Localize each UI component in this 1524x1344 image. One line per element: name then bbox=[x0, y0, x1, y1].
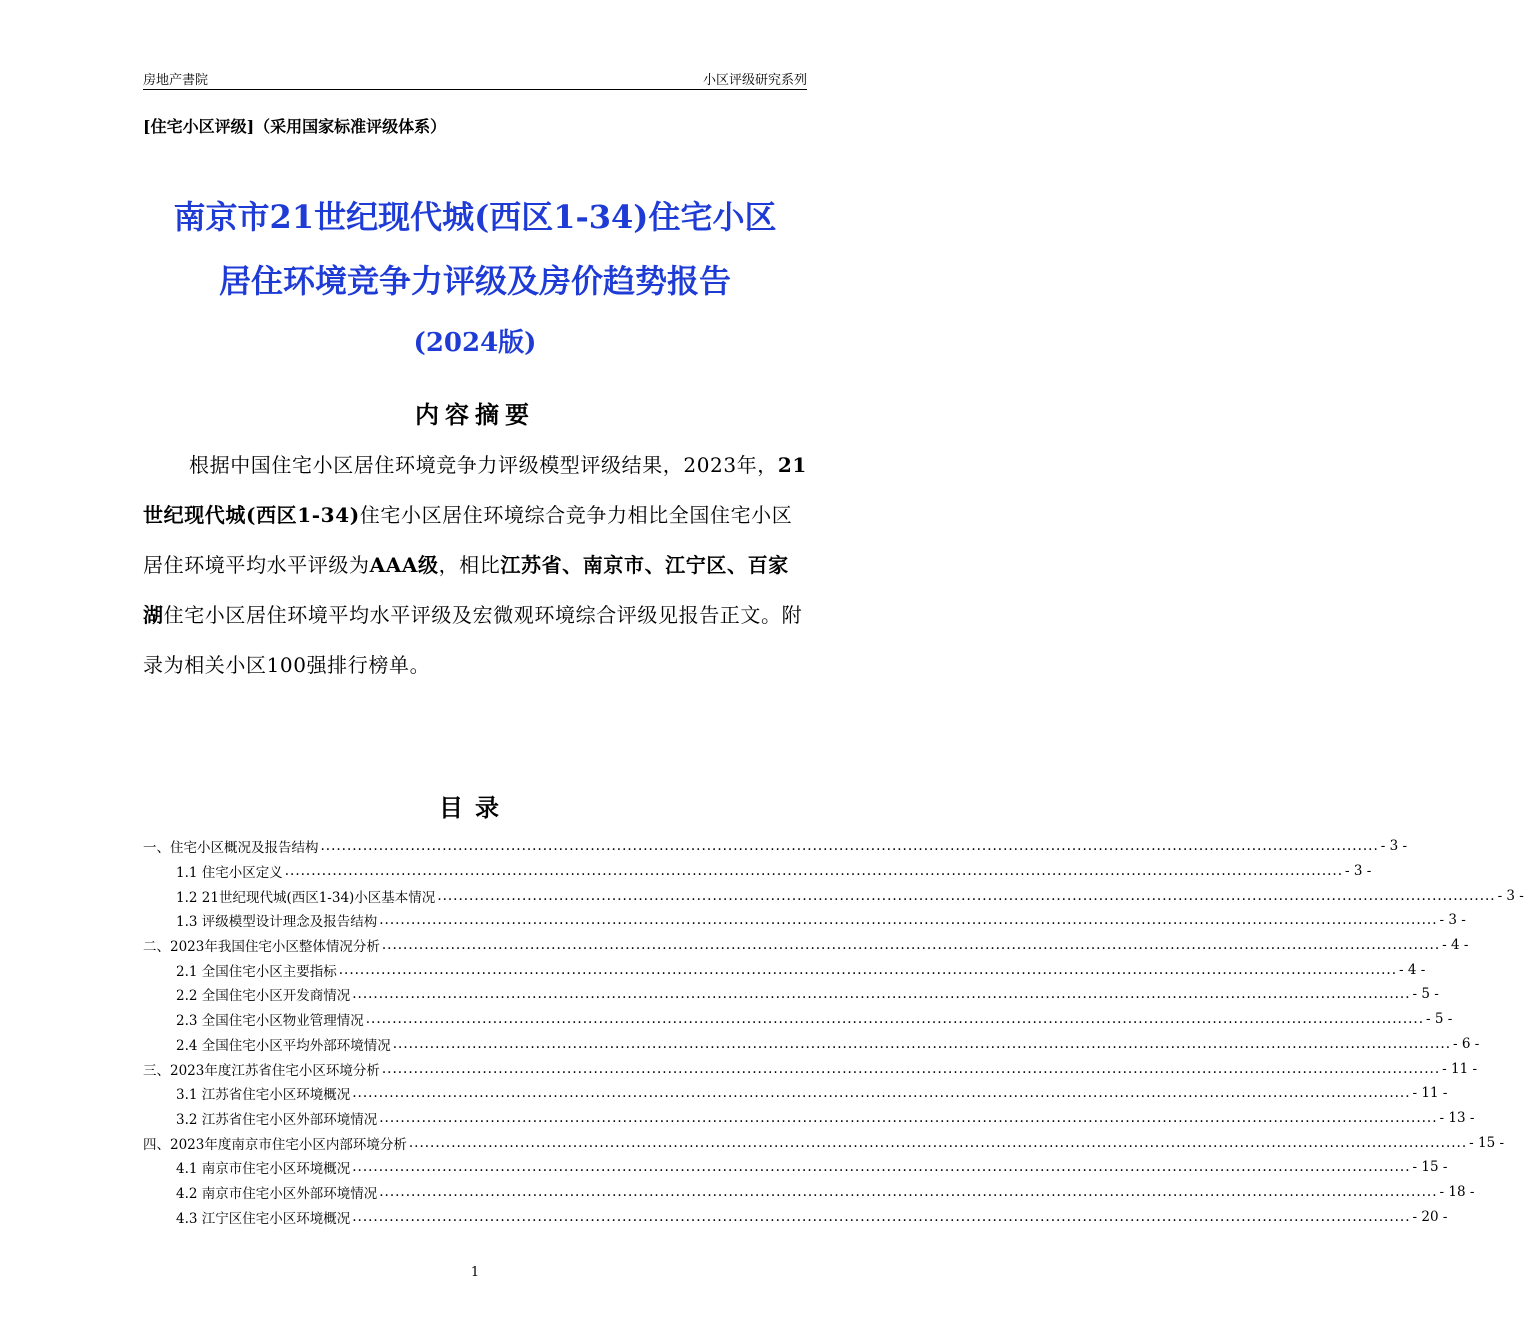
toc-entry-page: - 13 - bbox=[1439, 1109, 1475, 1126]
toc-entry-page: - 6 - bbox=[1453, 1035, 1480, 1052]
toc-leader-dots: ........................................................................................................................................................................................................ bbox=[408, 1134, 1468, 1151]
toc-entry-page: - 15 - bbox=[1469, 1134, 1505, 1151]
toc-entry-page: - 3 - bbox=[1439, 912, 1466, 929]
abstract-text-1: 根据中国住宅小区居住环境竞争力评级模型评级结果，2023年， bbox=[189, 453, 778, 477]
toc-entry[interactable] bbox=[143, 1130, 1505, 1155]
toc-leader-dots: ........................................................................................................................................................................................................ bbox=[284, 863, 1344, 880]
toc-entry-label: 三、2023年度江苏省住宅小区环境分析 bbox=[143, 1062, 380, 1079]
header-left: 房地产書院 bbox=[143, 73, 209, 88]
toc-entry[interactable] bbox=[143, 1007, 1453, 1032]
toc-entry-page: - 5 - bbox=[1412, 986, 1439, 1003]
toc-entry-label: 四、2023年度南京市住宅小区内部环境分析 bbox=[143, 1136, 407, 1153]
toc-entry-label: 2.2 全国住宅小区开发商情况 bbox=[176, 988, 351, 1005]
toc-entry-label: 二、2023年我国住宅小区整体情况分析 bbox=[143, 939, 380, 956]
toc-entry[interactable] bbox=[143, 883, 1524, 908]
toc-leader-dots: ........................................................................................................................................................................................................ bbox=[381, 1060, 1441, 1077]
header-right: 小区评级研究系列 bbox=[702, 73, 807, 88]
abstract-heading: 内容摘要 bbox=[415, 401, 535, 429]
abstract-text-2: 住宅小区居住环境综合竞争力相比全国住宅小区居住环境平均水平评级为 bbox=[143, 503, 793, 577]
toc-entry-label: 2.4 全国住宅小区平均外部环境情况 bbox=[176, 1037, 391, 1054]
toc-entry-page: - 5 - bbox=[1426, 1011, 1453, 1028]
toc-leader-dots: ........................................................................................................................................................................................................ bbox=[338, 961, 1398, 978]
toc-entry-page: - 3 - bbox=[1497, 887, 1524, 904]
toc-entry-page: - 11 - bbox=[1412, 1085, 1448, 1102]
toc-leader-dots: ........................................................................................................................................................................................................ bbox=[379, 912, 1438, 929]
toc-entry[interactable] bbox=[143, 859, 1372, 884]
toc-entry[interactable] bbox=[143, 834, 1408, 859]
toc-heading: 目录 bbox=[439, 794, 511, 822]
toc-entry-page: - 4 - bbox=[1442, 937, 1469, 954]
toc-entry-label: 2.1 全国住宅小区主要指标 bbox=[176, 963, 337, 980]
abstract-bold-rating: AAA级 bbox=[369, 553, 439, 577]
toc-leader-dots: ........................................................................................................................................................................................................ bbox=[392, 1035, 1452, 1052]
toc-leader-dots: ........................................................................................................................................................................................................ bbox=[352, 1085, 1411, 1102]
toc-leader-dots: ........................................................................................................................................................................................................ bbox=[381, 937, 1441, 954]
toc-entry-page: - 3 - bbox=[1345, 863, 1372, 880]
toc-entry-page: - 15 - bbox=[1412, 1159, 1448, 1176]
toc-entry-label: 一、住宅小区概况及报告结构 bbox=[143, 840, 319, 857]
toc-entry[interactable] bbox=[143, 1106, 1475, 1131]
toc-leader-dots: ........................................................................................................................................................................................................ bbox=[365, 1011, 1425, 1028]
report-category-tag: [住宅小区评级]（采用国家标准评级体系） bbox=[143, 117, 447, 136]
abstract-bold-regions: 江苏省、南京市、江宁区、百家湖 bbox=[143, 553, 789, 627]
toc-entry-label: 1.3 评级模型设计理念及报告结构 bbox=[176, 914, 378, 931]
toc-entry-page: - 4 - bbox=[1399, 961, 1426, 978]
toc-entry[interactable] bbox=[143, 1155, 1448, 1180]
toc-leader-dots: ........................................................................................................................................................................................................ bbox=[379, 1109, 1438, 1126]
abstract-text-3: ，相比 bbox=[438, 553, 501, 577]
toc-entry-label: 2.3 全国住宅小区物业管理情况 bbox=[176, 1013, 364, 1030]
toc-entry[interactable] bbox=[143, 1204, 1448, 1229]
report-title-line-2: 居住环境竞争力评级及房价趋势报告 bbox=[218, 262, 731, 300]
table-of-contents bbox=[143, 834, 1524, 1229]
toc-entry[interactable] bbox=[143, 933, 1469, 958]
toc-entry-page: - 3 - bbox=[1380, 838, 1408, 855]
toc-entry[interactable] bbox=[143, 1081, 1448, 1106]
abstract-text-4: 住宅小区居住环境平均水平评级及宏微观环境综合评级见报告正文。附录为相关小区100强排行榜单。 bbox=[143, 603, 803, 677]
page-header bbox=[143, 66, 807, 90]
toc-entry-label: 4.2 南京市住宅小区外部环境情况 bbox=[176, 1185, 378, 1202]
toc-entry[interactable] bbox=[143, 1032, 1480, 1057]
toc-entry-label: 1.1 住宅小区定义 bbox=[176, 865, 283, 882]
toc-entry[interactable] bbox=[143, 1180, 1475, 1205]
toc-entry-label: 4.3 江宁区住宅小区环境概况 bbox=[176, 1210, 351, 1227]
page-number: 1 bbox=[470, 1265, 480, 1280]
toc-leader-dots: ........................................................................................................................................................................................................ bbox=[352, 1208, 1411, 1225]
toc-entry[interactable] bbox=[143, 908, 1466, 933]
toc-entry-page: - 18 - bbox=[1439, 1183, 1475, 1200]
abstract-bold-community: 21世纪现代城(西区1-34) bbox=[143, 453, 807, 527]
toc-leader-dots: ........................................................................................................................................................................................................ bbox=[437, 887, 1496, 904]
toc-entry-label: 1.2 21世纪现代城(西区1-34)小区基本情况 bbox=[176, 889, 436, 906]
toc-leader-dots: ........................................................................................................................................................................................................ bbox=[352, 1159, 1411, 1176]
toc-leader-dots: ........................................................................................................................................................................................................ bbox=[320, 838, 1379, 855]
toc-entry-label: 3.1 江苏省住宅小区环境概况 bbox=[176, 1087, 351, 1104]
toc-leader-dots: ........................................................................................................................................................................................................ bbox=[379, 1183, 1438, 1200]
toc-leader-dots: ........................................................................................................................................................................................................ bbox=[352, 986, 1411, 1003]
toc-entry-page: - 11 - bbox=[1442, 1060, 1478, 1077]
abstract-body bbox=[143, 440, 807, 690]
toc-entry-label: 3.2 江苏省住宅小区外部环境情况 bbox=[176, 1111, 378, 1128]
toc-entry[interactable] bbox=[143, 957, 1426, 982]
toc-entry-page: - 20 - bbox=[1412, 1208, 1448, 1225]
report-title-line-1: 南京市21世纪现代城(西区1-34)住宅小区 bbox=[173, 198, 777, 236]
toc-entry-label: 4.1 南京市住宅小区环境概况 bbox=[176, 1161, 351, 1178]
report-edition: (2024版) bbox=[413, 328, 537, 358]
toc-entry[interactable] bbox=[143, 1056, 1478, 1081]
toc-entry[interactable] bbox=[143, 982, 1439, 1007]
